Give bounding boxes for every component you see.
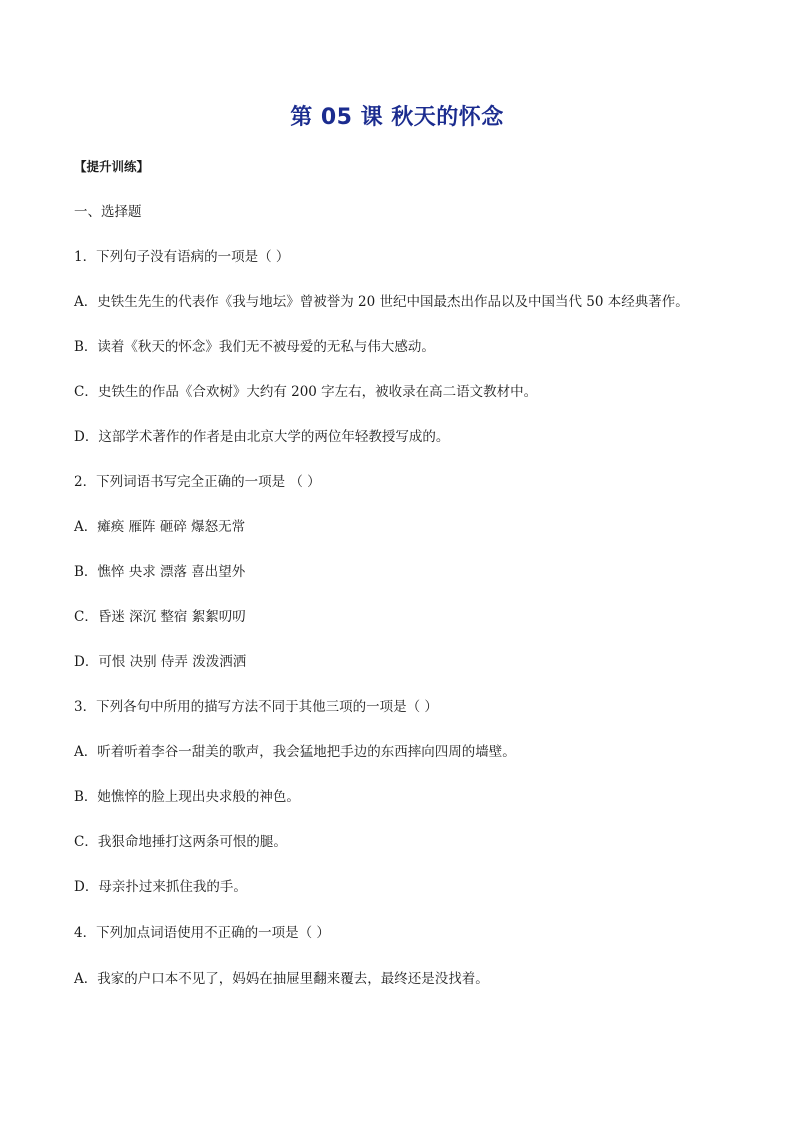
- answer-option: A．史铁生先生的代表作《我与地坛》曾被誉为 20 世纪中国最杰出作品以及中国当代 50 本经典著作。: [74, 294, 689, 310]
- answer-option: D．母亲扑过来抓住我的手。: [74, 879, 247, 895]
- answer-option: D．这部学术著作的作者是由北京大学的两位年轻教授写成的。: [74, 429, 450, 445]
- answer-option: B．憔悴 央求 漂落 喜出望外: [74, 564, 246, 580]
- page-title: 第 05 课 秋天的怀念: [290, 105, 504, 130]
- answer-option: A．听着听着李谷一甜美的歌声，我会猛地把手边的东西摔向四周的墙壁。: [74, 744, 516, 760]
- answer-option: C．史铁生的作品《合欢树》大约有 200 字左右，被收录在高二语文教材中。: [74, 384, 538, 400]
- answer-option: C．我狠命地捶打这两条可恨的腿。: [74, 834, 287, 850]
- answer-option: B．她憔悴的脸上现出央求般的神色。: [74, 789, 300, 805]
- answer-option: D．可恨 决别 侍弄 泼泼洒洒: [74, 654, 247, 670]
- question-stem: 3．下列各句中所用的描写方法不同于其他三项的一项是（ ）: [74, 699, 438, 715]
- answer-option: B．读着《秋天的怀念》我们无不被母爱的无私与伟大感动。: [74, 339, 435, 355]
- question-stem: 4．下列加点词语使用不正确的一项是（ ）: [74, 925, 330, 941]
- question-stem: 2．下列词语书写完全正确的一项是 （ ）: [74, 474, 321, 490]
- answer-option: A．瘫痪 雁阵 砸碎 爆怒无常: [74, 519, 246, 535]
- answer-option: C．昏迷 深沉 整宿 絮絮叨叨: [74, 609, 246, 625]
- part-heading: 一、选择题: [74, 204, 142, 220]
- answer-option: A．我家的户口本不见了，妈妈在抽屉里翻来覆去，最终还是没找着。: [74, 971, 489, 987]
- section-tag: 【提升训练】: [74, 159, 150, 174]
- question-stem: 1．下列句子没有语病的一项是（ ）: [74, 249, 290, 265]
